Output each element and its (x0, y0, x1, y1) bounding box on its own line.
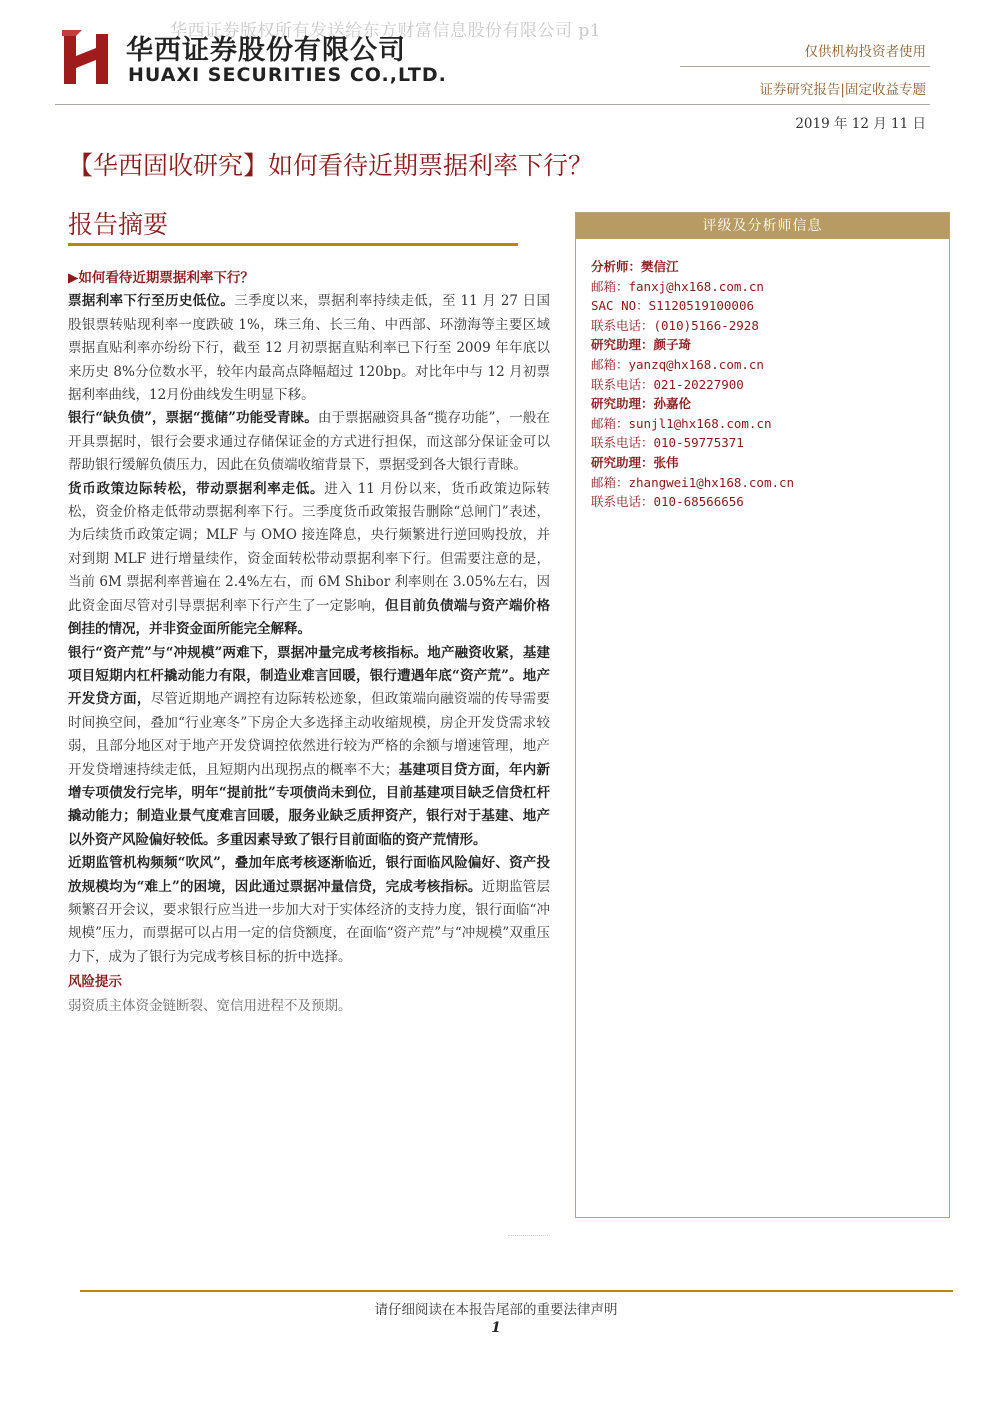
analyst-role: 研究助理：孙嘉伦 (591, 396, 692, 412)
abstract-rule (68, 243, 518, 246)
header-rule (55, 104, 930, 105)
risk-text: 弱资质主体资金链断裂、宽信用进程不及预期。 (68, 997, 352, 1014)
legal-notice: 请仔细阅读在本报告尾部的重要法律声明 (374, 1302, 618, 1318)
report-date: 2019 年 12 月 11 日 (795, 116, 926, 132)
analyst-email: 邮箱：fanxj@hx168.com.cn (591, 278, 764, 294)
analyst-role: 研究助理：张伟 (591, 454, 679, 470)
analyst-phone: 联系电话：(010)5166-2928 (591, 317, 759, 333)
paragraph: 票据利率下行至历史低位。三季度以来，票据利率持续走低，至 11 月 27 日国股银票转贴现利率一度跌破 1%，珠三角、长三角、中西部、环渤海等主要区域票据直贴利率亦纷纷下行，截至 12 月初票据直贴利率已下行至 2009 年年底以来历史 8%分位数水平，较年内最高点降幅超过 120bp。对比年中与 12 月初票据利率曲线，12月份曲线发生明显下移。 (68, 293, 550, 404)
paragraph: 货币政策边际转松，带动票据利率走低。进入 11 月份以来，货币政策边际转松，资金价格走低带动票据利率下行。三季度货币政策报告删除“总闸门”表述，为后续货币政策定调；MLF 与 OMO 接连降息，央行频繁进行逆回购投放，并对到期 MLF 进行增量续作，资金面转松带动票据利率下行。但需要注意的是，当前 6M 票据利率普遍在 2.4%左右，而 6M Shibor 利率则在 3.05%左右，因此资金面尽管对引导票据利率下行产生了一定影响，但目前负债端与资产端价格倒挂的情况，并非资金面所能完全解释。 (68, 480, 551, 638)
abstract-question: ▶如何看待近期票据利率下行？ (68, 270, 254, 286)
huaxi-logo-icon (62, 30, 116, 86)
dotted-divider (508, 1235, 548, 1236)
company-name-cn: 华西证券股份有限公司 (126, 35, 406, 66)
analyst-email: 邮箱：sunjl1@hx168.com.cn (591, 415, 772, 431)
paragraph: 银行“缺负债”，票据“揽储”功能受青睐。由于票据融资具备“揽存功能”，一般在开具票据时，银行会要求通过存储保证金的方式进行担保，而这部分保证金可以帮助银行缓解负债压力，因此在负债端收缩背景下，票据受到各大银行青睐。 (68, 410, 551, 474)
analyst-email: 邮箱：yanzq@hx168.com.cn (591, 356, 764, 372)
analyst-email: 邮箱：zhangwei1@hx168.com.cn (591, 474, 795, 490)
analyst-sidebar (575, 212, 950, 1218)
paragraph: 近期监管机构频频“吹风”，叠加年底考核逐渐临近，银行面临风险偏好、资产投放规模均为“难上”的困境，因此通过票据冲量信贷，完成考核指标。近期监管层频繁召开会议，要求银行应当进一步加大对于实体经济的支持力度，银行面临“冲规模”压力，而票据可以占用一定的信贷额度，在面临“资产荒”与“冲规模”双重压力下，成为了银行为完成考核目标的折中选择。 (68, 855, 551, 965)
paragraph: 银行“资产荒”与“冲规模”两难下，票据冲量完成考核指标。地产融资收紧，基建项目短期内杠杆撬动能力有限，制造业难言回暖，银行遭遇年底“资产荒”。地产开发贷方面，尽管近期地产调控有边际转松迹象，但政策端向融资端的传导需要时间换空间，叠加“行业寒冬”下房企大多选择主动收缩规模，房企开发贷需求较弱，且部分地区对于地产开发贷调控依然进行较为严格的余额与增速管理，地产开发贷增速持续走低，且短期内出现拐点的概率不大；基建项目贷方面，年内新增专项债发行完毕，明年“提前批”专项债尚未到位，目前基建项目缺乏信贷杠杆撬动能力；制造业景气度难言回暖，服务业缺乏质押资产，银行对于基建、地产以外资产风险偏好较低。多重因素导致了银行目前面临的资产荒情形。 (68, 644, 551, 848)
analyst-list (576, 239, 949, 512)
analyst-role: 研究助理：颜子琦 (591, 337, 692, 353)
analyst-sac: SAC NO：S1120519100006 (591, 298, 755, 314)
report-title: 【华西固收研究】如何看待近期票据利率下行？ (68, 151, 594, 180)
page-number: 1 (491, 1320, 501, 1336)
analyst-phone: 联系电话：010-68566656 (591, 494, 744, 510)
abstract-heading: 报告摘要 (68, 210, 169, 239)
footer-rule (80, 1290, 953, 1292)
analyst-phone: 联系电话：021-20227900 (591, 376, 744, 392)
header-divider (680, 66, 930, 67)
audience-note: 仅供机构投资者使用 (804, 44, 926, 60)
sidebar-heading: 评级及分析师信息 (576, 213, 949, 239)
abstract-body (68, 267, 550, 1018)
analyst-role: 分析师：樊信江 (591, 259, 679, 274)
report-type: 证券研究报告|固定收益专题 (759, 82, 926, 98)
risk-heading: 风险提示 (68, 974, 122, 991)
company-name-en: HUAXI SECURITIES CO.,LTD. (128, 64, 447, 86)
watermark: 华西证券版权所有发送给东方财富信息股份有限公司 p1 (170, 21, 602, 41)
analyst-phone: 联系电话：010-59775371 (591, 435, 744, 451)
